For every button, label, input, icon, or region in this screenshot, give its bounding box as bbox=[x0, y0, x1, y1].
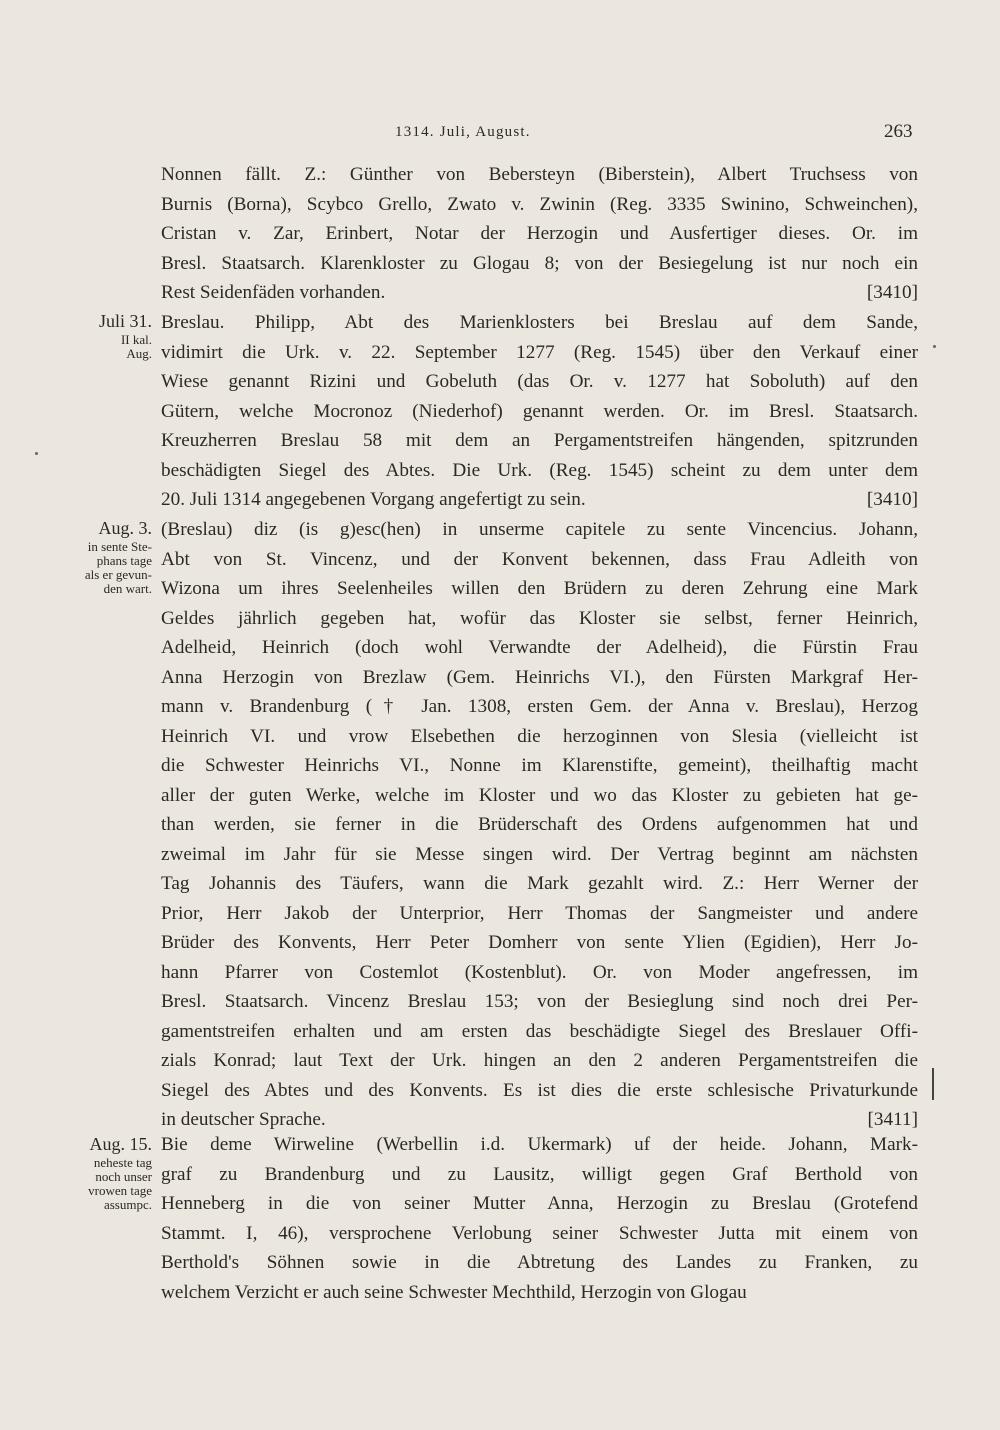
text-line: (Breslau) diz (is g)esc(hen) in unserme capitele zu sente Vincencius. Johann, bbox=[161, 519, 918, 540]
text-line: Geldes jährlich gegeben hat, wofür das Kloster sie selbst, ferner Heinrich, bbox=[161, 607, 918, 629]
entry-3411 bbox=[161, 515, 918, 1135]
margin-note-line: II kal. bbox=[120, 332, 152, 347]
margin-note-line: phans tage bbox=[96, 553, 152, 568]
regest-number: [3411] bbox=[867, 1109, 918, 1130]
text-line: in deutscher Sprache. [3411] bbox=[161, 1105, 918, 1135]
text-line: vidimirt die Urk. v. 22. September 1277 (Reg. 1545) über den Verkauf einer bbox=[161, 341, 918, 363]
text-line: Breslau. Philipp, Abt des Marienklosters bei Breslau auf dem Sande, bbox=[161, 312, 918, 333]
text-line: mann v. Brandenburg († Jan. 1308, ersten Gem. der Anna v. Breslau), Herzog bbox=[161, 696, 918, 717]
running-head: 1314. Juli, August. bbox=[395, 124, 531, 140]
text-line: zweimal im Jahr für sie Messe singen wird. Der Vertrag beginnt am nächsten bbox=[161, 843, 918, 865]
text-line: Kreuzherren Breslau 58 mit dem an Pergamentstreifen hängenden, spitzrunden bbox=[161, 430, 918, 451]
margin-note-1 bbox=[40, 311, 152, 361]
regest-number: [3410] bbox=[866, 282, 918, 303]
margin-date: Aug. 3. bbox=[98, 518, 152, 538]
text-line: Burnis (Borna), Scybco Grello, Zwato v. Zwinin (Reg. 3335 Swinino, Schweinchen), bbox=[161, 193, 918, 215]
entry-3410 bbox=[161, 308, 918, 515]
text-line: graf zu Brandenburg und zu Lausitz, willigt gegen Graf Berthold von bbox=[161, 1163, 918, 1185]
text-line: Rest Seidenfäden vorhanden. [3410] bbox=[161, 278, 918, 308]
margin-note-line: in sente Ste- bbox=[87, 539, 152, 554]
entry-continuation bbox=[161, 160, 918, 308]
text-line: Berthold's Söhnen sowie in die Abtretung des Landes zu Franken, zu bbox=[161, 1252, 918, 1273]
text-line: welchem Verzicht er auch seine Schwester Mechthild, Herzogin von Glogau bbox=[161, 1281, 747, 1303]
text-line: Adelheid, Heinrich (doch wohl Verwandte der Adelheid), die Fürstin Frau bbox=[161, 637, 918, 658]
text-line: Tag Johannis des Täufers, wann die Mark gezahlt wird. Z.: Herr Werner der bbox=[161, 873, 918, 894]
text-line: Bie deme Wirweline (Werbellin i.d. Ukermark) uf der heide. Johann, Mark- bbox=[161, 1134, 918, 1155]
margin-note-3 bbox=[40, 1134, 152, 1212]
margin-date: Aug. 15. bbox=[89, 1134, 152, 1154]
margin-note-line: assumpc. bbox=[103, 1197, 152, 1212]
speck bbox=[35, 452, 38, 455]
text-line: Brüder des Konvents, Herr Peter Domherr von sente Ylien (Egidien), Herr Jo- bbox=[161, 932, 918, 953]
text-line: Siegel des Abtes und des Konvents. Es ist dies die erste schlesische Privaturkunde bbox=[161, 1079, 918, 1101]
text-line: Bresl. Staatsarch. Klarenkloster zu Glogau 8; von der Besiegelung ist nur noch ein bbox=[161, 252, 918, 274]
text-line: Anna Herzogin von Brezlaw (Gem. Heinrichs VI.), den Fürsten Markgraf Her- bbox=[161, 666, 918, 688]
text-line: Prior, Herr Jakob der Unterprior, Herr Thomas der Sangmeister und andere bbox=[161, 902, 918, 924]
entry-next bbox=[161, 1130, 918, 1307]
page-number: 263 bbox=[884, 121, 913, 142]
margin-note-line: Aug. bbox=[126, 346, 152, 361]
text-line: Bresl. Staatsarch. Vincenz Breslau 153; von der Besieglung sind noch drei Per- bbox=[161, 991, 918, 1012]
text-line: Abt von St. Vincenz, und der Konvent bekennen, dass Frau Adleith von bbox=[161, 548, 918, 570]
text-line: Cristan v. Zar, Erinbert, Notar der Herzogin und Ausfertiger dieses. Or. im bbox=[161, 223, 918, 244]
text-line: Heinrich VI. und vrow Elsebethen die herzoginnen von Slesia (vielleicht ist bbox=[161, 725, 918, 747]
text-line: gamentstreifen erhalten und am ersten das beschädigte Siegel des Breslauer Offi- bbox=[161, 1020, 918, 1042]
text-line: zials Konrad; laut Text der Urk. hingen an den 2 anderen Pergamentstreifen die bbox=[161, 1050, 918, 1071]
text-line: die Schwester Heinrichs VI., Nonne im Klarenstifte, gemeint), theilhaftig macht bbox=[161, 755, 918, 776]
regest-number: [3410] bbox=[866, 489, 918, 510]
margin-note-line: neheste tag bbox=[93, 1155, 152, 1170]
text-line: Wiese genannt Rizini und Gobeluth (das Or. v. 1277 hat Soboluth) auf den bbox=[161, 371, 918, 392]
margin-note-line: als er gevun- bbox=[84, 567, 152, 582]
margin-note-line: den wart. bbox=[103, 581, 152, 596]
text-line: Henneberg in die von seiner Mutter Anna, Herzogin zu Breslau (Grotefend bbox=[161, 1193, 918, 1214]
text-line: 20. Juli 1314 angegebenen Vorgang angefertigt zu sein. [3410] bbox=[161, 485, 918, 515]
margin-note-line: noch unser bbox=[95, 1169, 152, 1184]
text-line: Stammt. I, 46), versprochene Verlobung seiner Schwester Jutta mit einem von bbox=[161, 1222, 918, 1244]
margin-note-line: vrowen tage bbox=[88, 1183, 152, 1198]
text-line: aller der guten Werke, welche im Kloster und wo das Kloster zu gebieten hat ge- bbox=[161, 784, 918, 806]
text-line: Nonnen fällt. Z.: Günther von Bebersteyn (Biberstein), Albert Truchsess von bbox=[161, 164, 918, 185]
margin-note-2 bbox=[40, 518, 152, 596]
margin-date: Juli 31. bbox=[98, 311, 152, 331]
text-line: beschädigten Siegel des Abtes. Die Urk. (Reg. 1545) scheint zu dem unter dem bbox=[161, 459, 918, 481]
text-line: Gütern, welche Mocronoz (Niederhof) genannt werden. Or. im Bresl. Staatsarch. bbox=[161, 400, 918, 422]
speck bbox=[933, 345, 936, 348]
text-line: hann Pfarrer von Costemlot (Kostenblut). Or. von Moder angefressen, im bbox=[161, 961, 918, 983]
text-line: Wizona um ihres Seelenheiles willen den Brüdern zu deren Zehrung eine Mark bbox=[161, 578, 918, 599]
margin-rule bbox=[932, 1068, 934, 1100]
text-line: than werden, sie ferner in die Brüderschaft des Ordens aufgenommen hat und bbox=[161, 814, 918, 835]
